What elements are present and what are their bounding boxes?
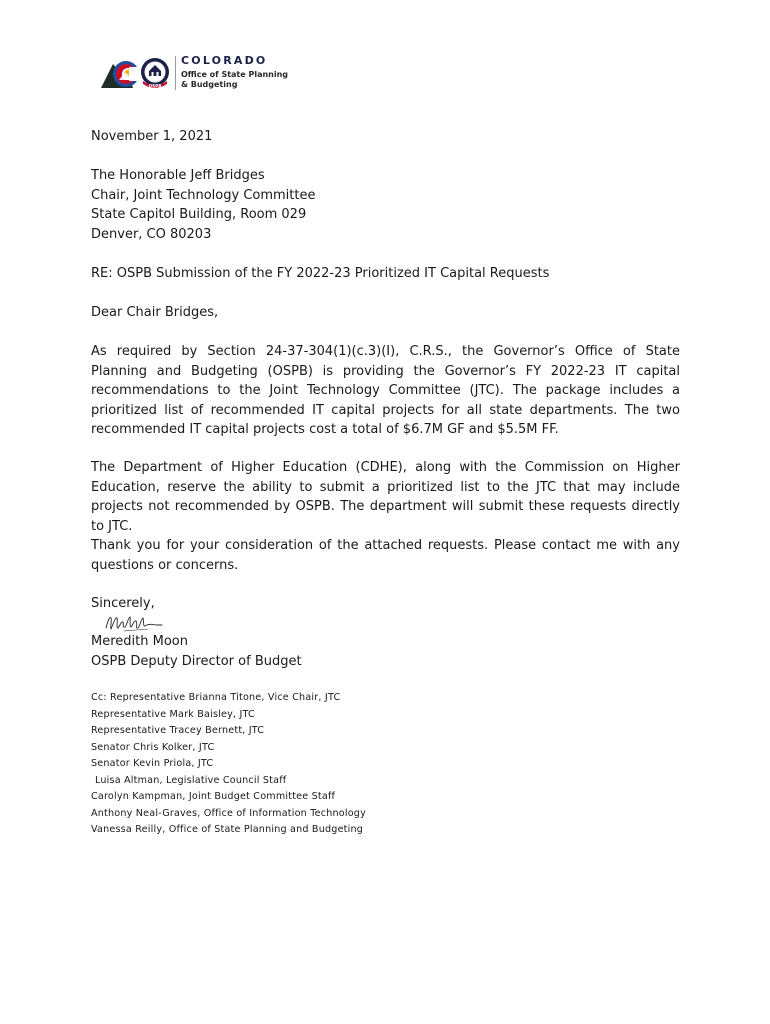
- cc-item: Anthony Neal-Graves, Office of Information Technology: [91, 807, 366, 819]
- cc-item: Representative Mark Baisley, JTC: [91, 708, 255, 720]
- signer-name: Meredith Moon: [91, 634, 188, 649]
- cc-item: Cc: Representative Brianna Titone, Vice Chair, JTC: [91, 692, 341, 703]
- cc-list: [91, 690, 366, 839]
- body-paragraph: Thank you for your consideration of the attached requests. Please contact me with any questions or concerns.: [91, 538, 680, 573]
- cc-item: Senator Chris Kolker, JTC: [91, 741, 215, 753]
- body-paragraph: The Department of Higher Education (CDHE), along with the Commission on Higher Education, reserve the ability to submit a prioritized list to the JTC that may include projects not recommended by OSPB. The department will submit these requests directly to JTC.: [91, 460, 680, 534]
- state-name: COLORADO: [181, 54, 268, 67]
- cc-item: Carolyn Kampman, Joint Budget Committee Staff: [91, 791, 336, 802]
- recipient-line: Chair, Joint Technology Committee: [91, 187, 316, 203]
- subject-line: RE: OSPB Submission of the FY 2022-23 Prioritized IT Capital Requests: [91, 266, 550, 281]
- logo-divider: [175, 56, 176, 90]
- cc-item: Representative Tracey Bernett, JTC: [91, 725, 265, 736]
- letterhead-logo: [99, 52, 299, 94]
- recipient-line: The Honorable Jeff Bridges: [91, 168, 265, 183]
- cc-item: Senator Kevin Priola, JTC: [91, 758, 214, 769]
- recipient-line: State Capitol Building, Room 029: [91, 207, 307, 223]
- colorado-ospb-logo-icon: [99, 52, 175, 94]
- letter-date: November 1, 2021: [91, 129, 213, 144]
- salutation: Dear Chair Bridges,: [91, 305, 219, 320]
- signer-title: OSPB Deputy Director of Budget: [91, 653, 302, 669]
- recipient-line: Denver, CO 80203: [91, 226, 212, 242]
- office-name: [181, 70, 288, 90]
- signature-icon: [104, 612, 168, 634]
- recipient-address: [91, 166, 681, 244]
- cc-item: Vanessa Reilly, Office of State Planning and Budgeting: [91, 824, 364, 835]
- office-line-2: & Budgeting: [181, 80, 238, 89]
- body-paragraph: As required by Section 24-37-304(1)(c.3)(I), C.R.S., the Governor’s Office of State Planning and Budgeting (OSPB) is providing the Governor’s FY 2022-23 IT capital recommendations to the Joint Technology Committee (JTC). The package includes a prioritized list of recommended IT capital projects for all state departments. The two recommended IT capital projects cost a total of $6.7M GF and $5.5M FF.: [91, 344, 680, 438]
- seal-label: OSPB: [148, 83, 162, 89]
- office-line-1: Office of State Planning: [181, 70, 289, 79]
- cc-item: Luisa Altman, Legislative Council Staff: [95, 774, 287, 786]
- closing: Sincerely,: [91, 596, 155, 611]
- signer-block: [91, 632, 681, 671]
